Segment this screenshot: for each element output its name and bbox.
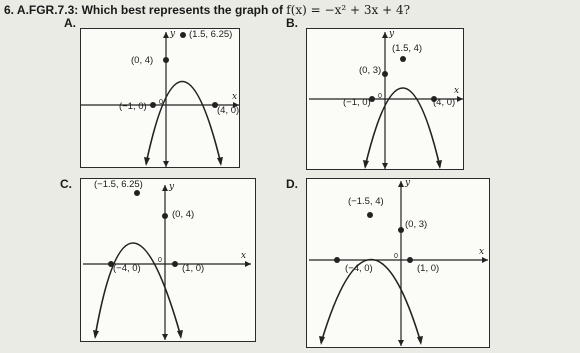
origin-label: 0: [159, 99, 163, 106]
option-a-letter[interactable]: A.: [64, 16, 76, 30]
option-c-letter[interactable]: C.: [60, 177, 72, 191]
x-intercept-right-label: (4, 0): [217, 105, 240, 116]
x-axis-label: x: [454, 86, 460, 96]
y-intercept-point: [382, 71, 388, 77]
x-intercept-left-label: (−4, 0): [345, 263, 373, 274]
y-intercept-point: [398, 227, 404, 233]
y-intercept-label: (0, 4): [131, 55, 154, 66]
parabola-curve: [95, 243, 181, 337]
vertex-point: [134, 190, 140, 196]
option-d-plot: [307, 179, 491, 349]
y-intercept-label: (0, 4): [172, 209, 195, 220]
y-intercept-point: [162, 213, 168, 219]
y-intercept-label: (0, 3): [359, 65, 382, 76]
curve-arrow-right: [436, 160, 442, 169]
x-intercept-left-point: [150, 102, 156, 108]
x-intercept-right-label: (4, 0): [433, 97, 456, 108]
option-d-letter[interactable]: D.: [286, 177, 298, 191]
curve-arrow-right: [417, 336, 423, 345]
x-intercept-left-point: [334, 257, 340, 263]
parabola-curve: [146, 82, 221, 165]
vertex-point: [400, 56, 406, 62]
x-axis-label: x: [479, 247, 485, 257]
y-axis-arrow-bottom: [162, 334, 168, 340]
curve-arrow-right: [177, 330, 183, 339]
y-axis-arrow-bottom: [398, 340, 404, 346]
vertex-label: (1.5, 6.25): [189, 29, 233, 40]
x-intercept-left-label: (−4, 0): [113, 263, 141, 274]
curve-arrow-left: [93, 330, 99, 339]
y-axis-label: y: [405, 178, 411, 188]
vertex-label: (−1.5, 6.25): [94, 179, 143, 190]
x-intercept-left-label: (−1, 0): [119, 101, 147, 112]
y-intercept-label: (0, 3): [405, 219, 428, 230]
option-b-letter[interactable]: B.: [286, 16, 298, 30]
origin-label: 0: [394, 253, 398, 260]
y-axis-arrow-top: [382, 32, 388, 38]
y-axis-arrow-top: [398, 181, 404, 187]
origin-label: 0: [158, 257, 162, 264]
x-intercept-right-label: (1, 0): [417, 263, 440, 274]
x-axis-arrow: [482, 257, 488, 263]
x-axis-arrow: [457, 96, 463, 102]
vertex-label: (−1.5, 4): [348, 196, 384, 207]
option-c-plot: [81, 179, 257, 343]
y-axis-arrow-bottom: [163, 161, 169, 167]
vertex-point: [180, 32, 186, 38]
curve-arrow-left: [319, 336, 325, 345]
option-b-graph[interactable]: [306, 28, 464, 170]
y-axis-arrow-top: [163, 32, 169, 38]
y-axis-label: y: [170, 29, 176, 39]
vertex-point: [367, 212, 373, 218]
curve-arrow-left: [144, 157, 150, 166]
option-c-graph[interactable]: [80, 178, 256, 342]
vertex-label: (1.5, 4): [392, 43, 423, 54]
x-axis-arrow: [245, 261, 251, 267]
option-a-graph[interactable]: [80, 28, 240, 168]
parabola-curve: [365, 88, 440, 167]
y-axis-arrow-bottom: [382, 163, 388, 169]
y-axis-label: y: [389, 29, 395, 39]
x-intercept-right-point: [407, 257, 413, 263]
y-axis-label: y: [169, 182, 175, 192]
y-axis-arrow-top: [162, 185, 168, 191]
option-d-graph[interactable]: [306, 178, 490, 348]
x-intercept-right-point: [172, 261, 178, 267]
curve-arrow-left: [363, 160, 369, 169]
question-title: [4, 3, 410, 17]
x-axis-label: x: [232, 92, 238, 102]
x-intercept-left-label: (−1, 0): [343, 97, 371, 108]
x-intercept-right-label: (1, 0): [182, 263, 205, 274]
x-axis-label: x: [241, 251, 247, 261]
function-expression: f(x) = −x² + 3x + 4?: [286, 3, 411, 17]
question-text: 6. A.FGR.7.3: Which best represents the graph of: [4, 3, 287, 17]
curve-arrow-right: [217, 157, 223, 166]
origin-label: 0: [378, 93, 382, 100]
y-intercept-point: [163, 57, 169, 63]
